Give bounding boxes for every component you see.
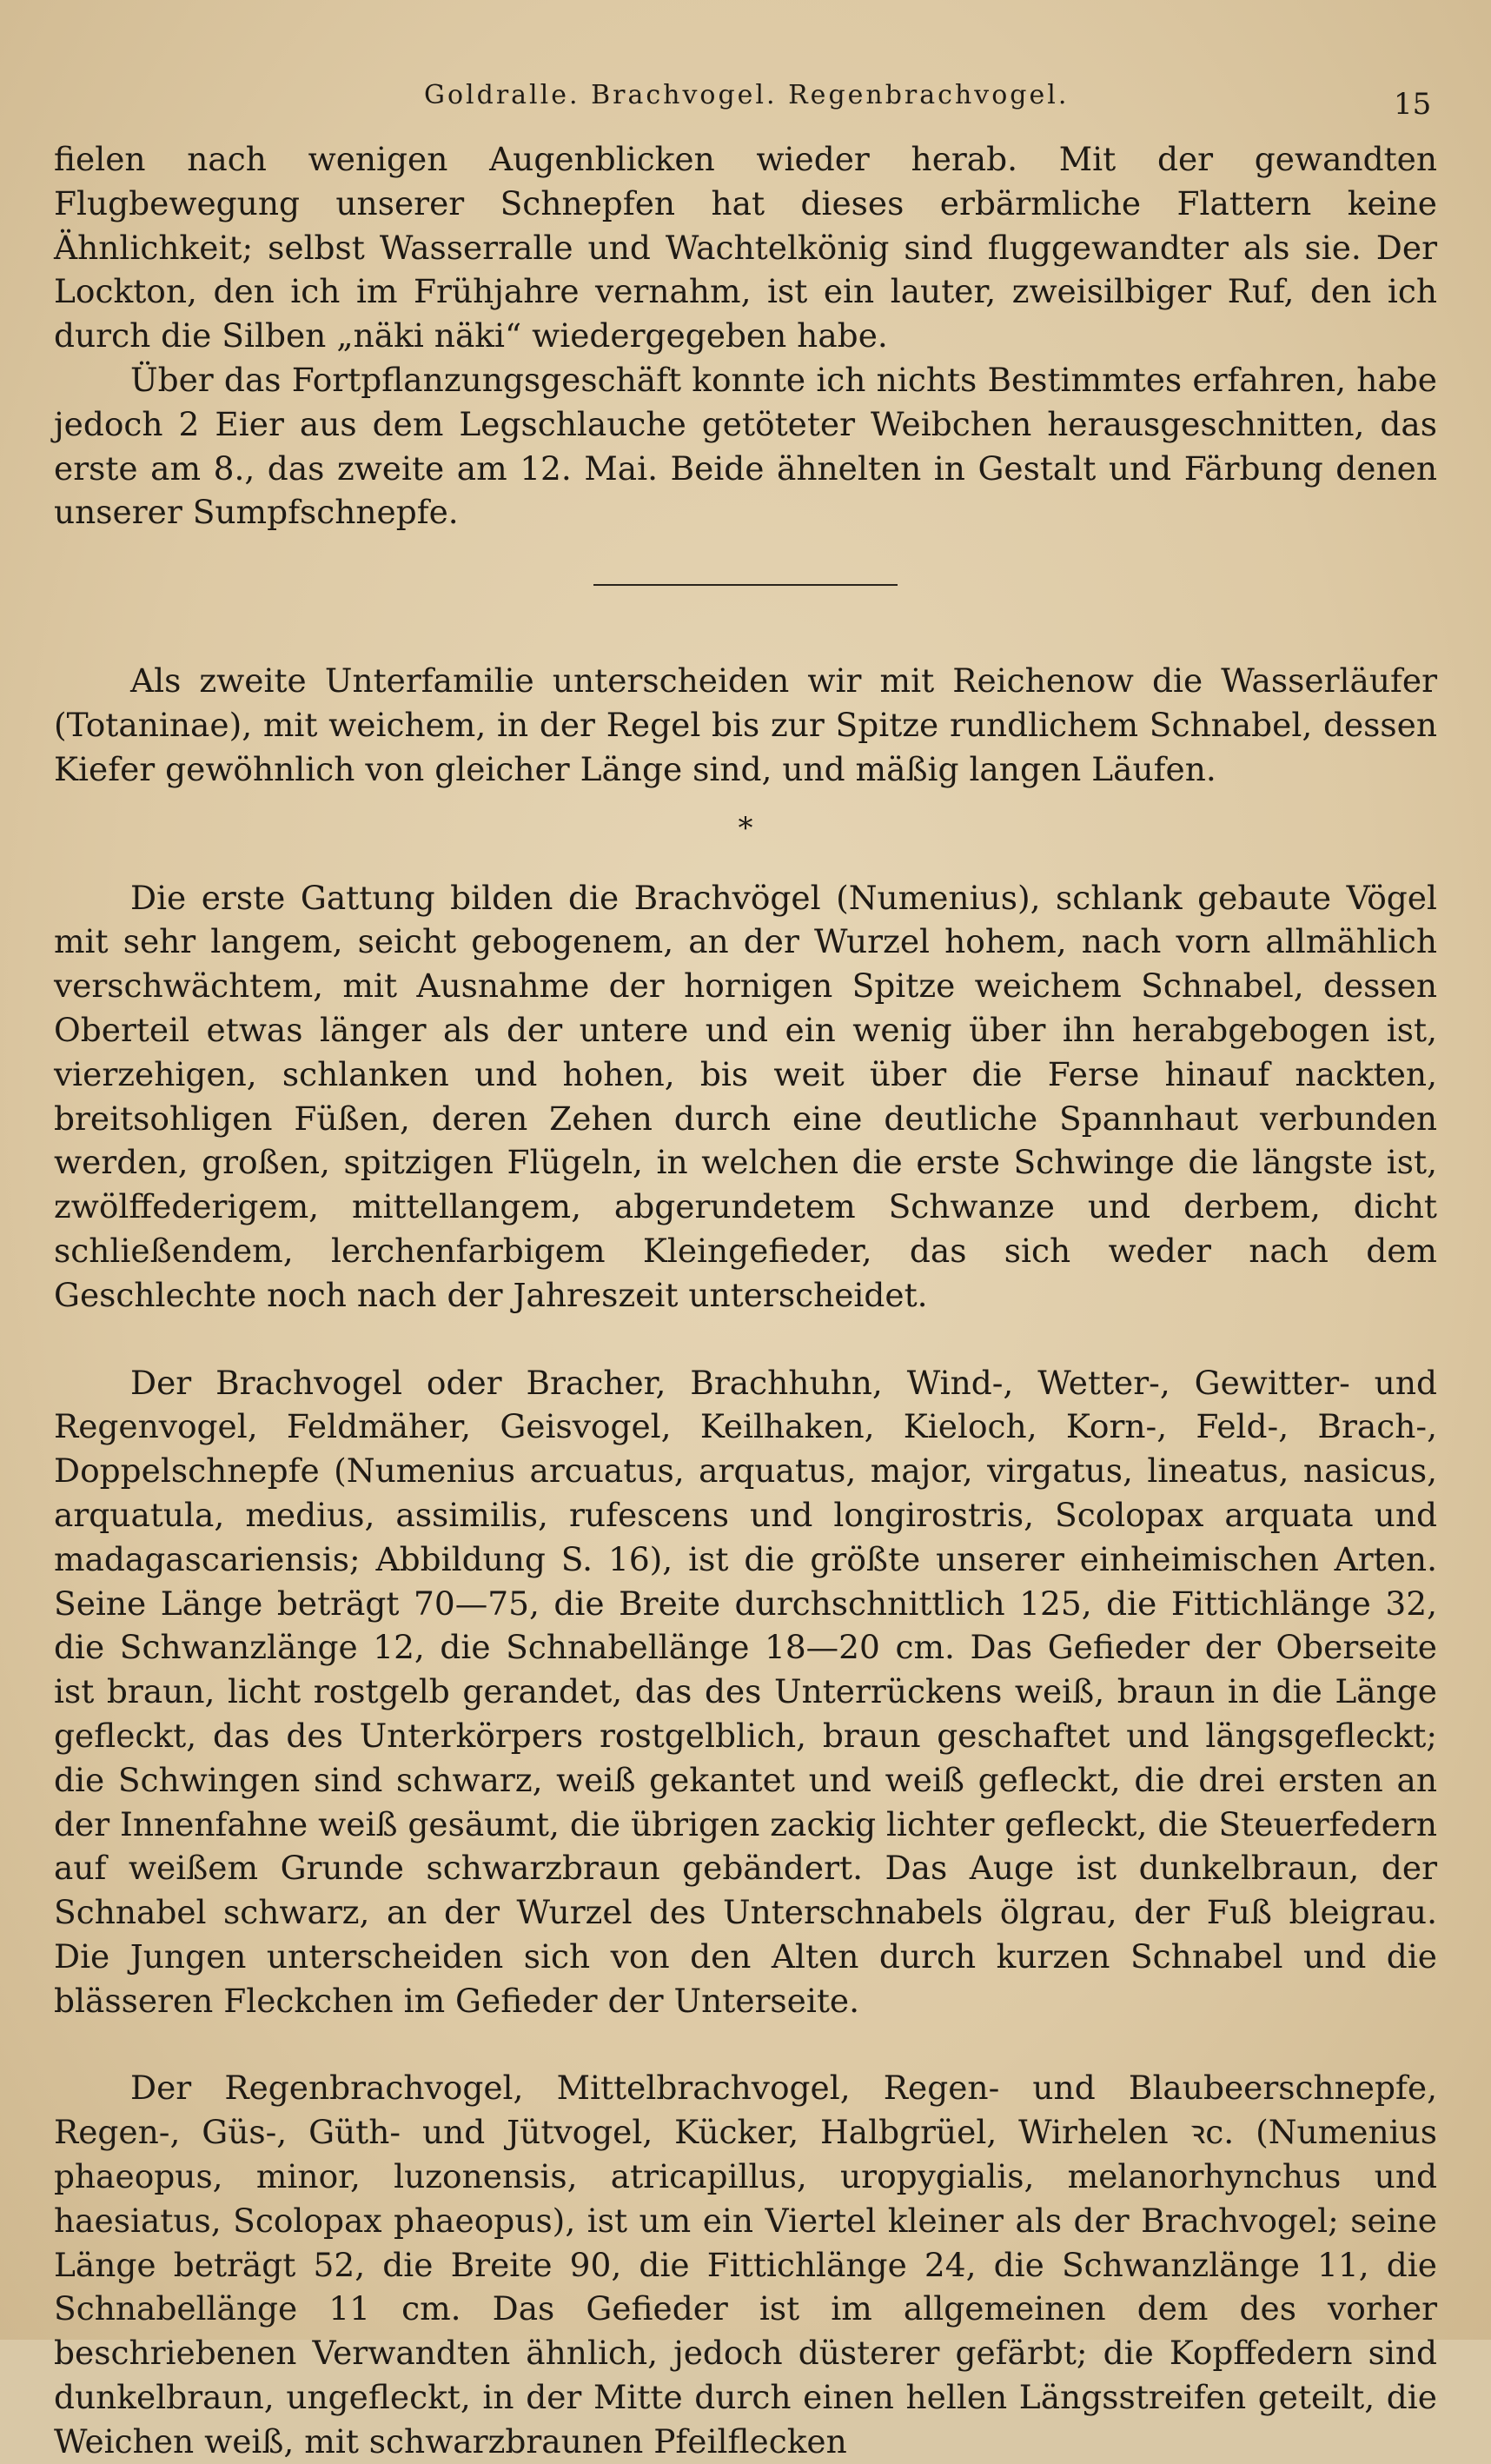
asterisk-separator: *: [738, 810, 753, 846]
paragraph-brachvogel: Der Brachvogel oder Bracher, Brachhuhn, Wind-, Wetter-, Gewitter- und Regenvogel, Feldmäher, Geisvogel, Keilhaken, Kieloch, Korn-, Feld-, Brach-, Doppelschnepfe (Numenius arcuatus, arquatus, major, virgatus, lineatus, nasicus, arquatula, medius, assimilis, rufescens und longirostris, Scolopax arquata und madagascariensis; Abbildung S. 16), ist die größte unserer einheimischen Arten. Seine Länge beträgt 70—75, die Breite durchschnittlich 125, die Fittichlänge 32, die Schwanzlänge 12, die Schnabellänge 18—20 cm. Das Gefieder der Oberseite ist braun, licht rostgelb gerandet, das des Unterrückens weiß, braun in die Länge gefleckt, das des Unterkörpers rostgelblich, braun geschaftet und längsgefleckt; die Schwingen sind schwarz, weiß gekantet und weiß gefleckt, die drei ersten an der Innenfahne weiß gesäumt, die übrigen zackig lichter gefleckt, die Steuerfedern auf weißem Grunde schwarzbraun gebändert. Das Auge ist dunkelbraun, der Schnabel schwarz, an der Wurzel des Unterschnabels ölgrau, der Fuß bleigrau. Die Jungen unterscheiden sich von den Alten durch kurzen Schnabel und die blässeren Fleckchen im Gefieder der Unterseite.: [54, 1363, 1438, 2020]
body-text: [54, 137, 1437, 2464]
paragraph-continued: fielen nach wenigen Augenblicken wieder herab. Mit der gewandten Flugbewegung unserer Schnepfen hat dieses erbärmliche Flattern keine Ähnlichkeit; selbst Wasserralle und Wachtelkönig sind fluggewandter als sie. Der Lockton, den ich im Frühjahre vernahm, ist ein lauter, zweisilbiger Ruf, den ich durch die Silben „näki näki“ wiedergegeben habe.: [54, 140, 1437, 355]
paragraph-regenbrachvogel: Der Regenbrachvogel, Mittelbrachvogel, Regen- und Blaubeerschnepfe, Regen-, Güs-, Güth- und Jütvogel, Kücker, Halbgrüel, Wirhelen ꝛc. (Numenius phaeopus, minor, luzonensis, atricapillus, uropygialis, melanorhynchus und haesiatus, Scolopax phaeopus), ist um ein Viertel kleiner als der Brachvogel; seine Länge beträgt 52, die Breite 90, die Fittichlänge 24, die Schwanzlänge 11, die Schnabellänge 11 cm. Das Gefieder ist im allgemeinen dem des vorher beschriebenen Verwandten ähnlich, jedoch düsterer gefärbt; die Kopffedern sind dunkelbraun, ungefleckt, in der Mitte durch einen hellen Längsstreifen geteilt, die Weichen weiß, mit schwarzbraunen Pfeilflecken: [54, 2069, 1437, 2461]
paragraph-reproduction: Über das Fortpflanzungsgeschäft konnte ich nichts Bestimmtes erfahren, habe jedoch 2 Eier aus dem Legschlauche getöteter Weibchen herausgeschnitten, das erste am 8., das zweite am 12. Mai. Beide ähnelten in Gestalt und Färbung denen unserer Sumpfschnepfe.: [54, 360, 1437, 532]
paragraph-subfamily: Als zweite Unterfamilie unterscheiden wir mit Reichenow die Wasserläufer (Totaninae), mit weichem, in der Regel bis zur Spitze rundlichem Schnabel, dessen Kiefer gewöhnlich von gleicher Länge sind, und mäßig langen Läufen.: [54, 661, 1437, 788]
paragraph-genus-numenius: Die erste Gattung bilden die Brachvögel (Numenius), schlank gebaute Vögel mit sehr langem, seicht gebogenem, an der Wurzel hohem, nach vorn allmählich verschwächtem, mit Ausnahme der hornigen Spitze weichem Schnabel, dessen Oberteil etwas länger als der untere und ein wenig über ihn herabgebogen ist, vierzehigen, schlanken und hohen, bis weit über die Ferse hinauf nackten, breitsohligen Füßen, deren Zehen durch eine deutliche Spannhaut verbunden werden, großen, spitzigen Flügeln, in welchen die erste Schwinge die längste ist, zwölffederigem, mittellangem, abgerundetem Schwanze und derbem, dicht schließendem, lerchenfarbigem Kleingefieder, das sich weder nach dem Geschlechte noch nach der Jahreszeit unterscheidet.: [54, 878, 1437, 1314]
running-head: Goldralle. Brachvogel. Regenbrachvogel.: [424, 80, 1070, 110]
page-number: 15: [1394, 87, 1432, 122]
